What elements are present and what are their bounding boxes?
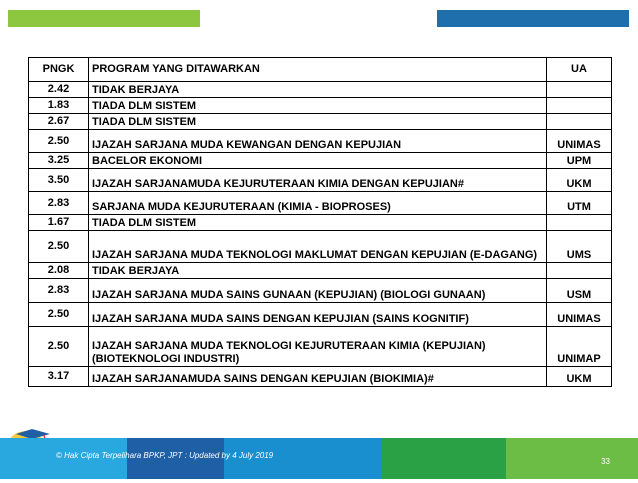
ua-cell: [547, 114, 612, 130]
pngk-cell: 2.83: [29, 192, 89, 215]
copyright-text: © Hak Cipta Terpelihara BPKP, JPT : Updated by 4 July 2019: [56, 451, 274, 460]
table-row: [29, 114, 612, 130]
header-ua: UA: [547, 58, 612, 82]
program-cell: IJAZAH SARJANA MUDA TEKNOLOGI KEJURUTERAAN KIMIA (KEPUJIAN) (BIOTEKNOLOGI INDUSTRI): [89, 327, 547, 367]
top-left-accent-bar: [8, 10, 200, 27]
ua-cell: UKM: [547, 169, 612, 192]
program-cell: TIADA DLM SISTEM: [89, 114, 547, 130]
ua-cell: UNIMAS: [547, 303, 612, 327]
ua-cell: [547, 82, 612, 98]
pngk-cell: 3.17: [29, 367, 89, 387]
ua-cell: UTM: [547, 192, 612, 215]
pngk-cell: 2.50: [29, 303, 89, 327]
pngk-cell: 2.50: [29, 327, 89, 367]
program-cell: IJAZAH SARJANA MUDA SAINS GUNAAN (KEPUJIAN) (BIOLOGI GUNAAN): [89, 279, 547, 303]
table-row: [29, 98, 612, 114]
ua-cell: [547, 215, 612, 231]
pngk-cell: 2.08: [29, 263, 89, 279]
pngk-cell: 2.50: [29, 130, 89, 153]
pngk-cell: 3.50: [29, 169, 89, 192]
table-row: [29, 153, 612, 169]
pngk-cell: 2.42: [29, 82, 89, 98]
program-cell: TIADA DLM SISTEM: [89, 215, 547, 231]
table-row: [29, 192, 612, 215]
table-row: [29, 279, 612, 303]
header-pngk: PNGK: [29, 58, 89, 82]
program-cell: IJAZAH SARJANA MUDA SAINS DENGAN KEPUJIAN (SAINS KOGNITIF): [89, 303, 547, 327]
ua-cell: UKM: [547, 367, 612, 387]
table-row: [29, 169, 612, 192]
table-row: [29, 130, 612, 153]
table-row: [29, 327, 612, 367]
table-row: [29, 367, 612, 387]
table-row: [29, 231, 612, 263]
program-cell: IJAZAH SARJANA MUDA KEWANGAN DENGAN KEPUJIAN: [89, 130, 547, 153]
table-row: [29, 215, 612, 231]
ua-cell: USM: [547, 279, 612, 303]
pngk-cell: 2.67: [29, 114, 89, 130]
program-cell: IJAZAH SARJANA MUDA TEKNOLOGI MAKLUMAT DENGAN KEPUJIAN (E-DAGANG): [89, 231, 547, 263]
top-right-accent-bar: [437, 10, 629, 27]
ua-cell: UPM: [547, 153, 612, 169]
program-cell: IJAZAH SARJANAMUDA SAINS DENGAN KEPUJIAN (BIOKIMIA)#: [89, 367, 547, 387]
program-cell: TIDAK BERJAYA: [89, 82, 547, 98]
table-row: [29, 303, 612, 327]
ua-cell: UMS: [547, 231, 612, 263]
ua-cell: UNIMAS: [547, 130, 612, 153]
ua-cell: [547, 98, 612, 114]
table-row: [29, 263, 612, 279]
ua-cell: [547, 263, 612, 279]
header-program: PROGRAM YANG DITAWARKAN: [89, 58, 547, 82]
program-cell: TIDAK BERJAYA: [89, 263, 547, 279]
footer-bar: [0, 438, 638, 479]
pngk-cell: 1.67: [29, 215, 89, 231]
program-cell: IJAZAH SARJANAMUDA KEJURUTERAAN KIMIA DENGAN KEPUJIAN#: [89, 169, 547, 192]
page-number: 33: [601, 457, 610, 466]
pngk-cell: 3.25: [29, 153, 89, 169]
ua-cell: UNIMAP: [547, 327, 612, 367]
pngk-cell: 2.83: [29, 279, 89, 303]
programs-table: [28, 57, 612, 387]
program-cell: BACELOR EKONOMI: [89, 153, 547, 169]
pngk-cell: 1.83: [29, 98, 89, 114]
pngk-cell: 2.50: [29, 231, 89, 263]
program-cell: TIADA DLM SISTEM: [89, 98, 547, 114]
table-header-row: [29, 58, 612, 82]
table-row: [29, 82, 612, 98]
program-cell: SARJANA MUDA KEJURUTERAAN (KIMIA - BIOPROSES): [89, 192, 547, 215]
